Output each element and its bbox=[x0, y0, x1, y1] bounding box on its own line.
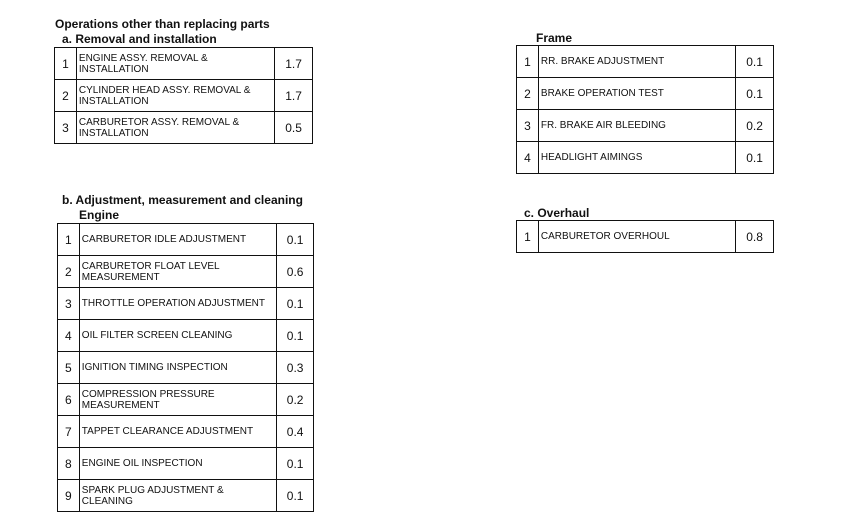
table-row bbox=[58, 320, 314, 352]
table-row bbox=[517, 46, 774, 78]
operation-value: 0.4 bbox=[277, 416, 314, 448]
engine-subtitle: Engine bbox=[79, 208, 120, 222]
table-row bbox=[58, 384, 314, 416]
row-number: 1 bbox=[55, 48, 77, 80]
operation-description: OIL FILTER SCREEN CLEANING bbox=[79, 320, 276, 352]
row-number: 5 bbox=[58, 352, 80, 384]
table-row bbox=[58, 288, 314, 320]
table-row bbox=[58, 224, 314, 256]
page-title: Operations other than replacing parts bbox=[55, 17, 270, 31]
operation-value: 0.1 bbox=[277, 480, 314, 512]
operation-value: 0.1 bbox=[736, 142, 774, 174]
operation-value: 0.2 bbox=[277, 384, 314, 416]
operation-value: 1.7 bbox=[275, 80, 313, 112]
frame-subtitle: Frame bbox=[536, 31, 573, 45]
operation-value: 1.7 bbox=[275, 48, 313, 80]
row-number: 4 bbox=[517, 142, 539, 174]
operation-description: CYLINDER HEAD ASSY. REMOVAL & INSTALLATION bbox=[76, 80, 274, 112]
table-row bbox=[55, 112, 313, 144]
engine-adjustment-table bbox=[57, 223, 314, 512]
table-row bbox=[55, 80, 313, 112]
operation-description: ENGINE OIL INSPECTION bbox=[79, 448, 276, 480]
table-row bbox=[55, 48, 313, 80]
removal-installation-table bbox=[54, 47, 313, 144]
operation-value: 0.1 bbox=[277, 288, 314, 320]
row-number: 3 bbox=[55, 112, 77, 144]
overhaul-table bbox=[516, 220, 774, 253]
row-number: 4 bbox=[58, 320, 80, 352]
operation-value: 0.5 bbox=[275, 112, 313, 144]
operation-description: THROTTLE OPERATION ADJUSTMENT bbox=[79, 288, 276, 320]
operation-value: 0.1 bbox=[736, 78, 774, 110]
operation-value: 0.1 bbox=[277, 448, 314, 480]
operation-description: CARBURETOR ASSY. REMOVAL & INSTALLATION bbox=[76, 112, 274, 144]
row-number: 1 bbox=[517, 46, 539, 78]
operation-description: ENGINE ASSY. REMOVAL & INSTALLATION bbox=[76, 48, 274, 80]
operation-value: 0.1 bbox=[277, 320, 314, 352]
row-number: 1 bbox=[58, 224, 80, 256]
row-number: 3 bbox=[58, 288, 80, 320]
operation-description: BRAKE OPERATION TEST bbox=[538, 78, 735, 110]
operation-description: CARBURETOR OVERHOUL bbox=[538, 221, 735, 253]
operation-description: CARBURETOR IDLE ADJUSTMENT bbox=[79, 224, 276, 256]
operation-description: RR. BRAKE ADJUSTMENT bbox=[538, 46, 735, 78]
operation-value: 0.6 bbox=[277, 256, 314, 288]
row-number: 2 bbox=[55, 80, 77, 112]
operation-description: CARBURETOR FLOAT LEVEL MEASUREMENT bbox=[79, 256, 276, 288]
operation-description: SPARK PLUG ADJUSTMENT & CLEANING bbox=[79, 480, 276, 512]
row-number: 2 bbox=[517, 78, 539, 110]
row-number: 6 bbox=[58, 384, 80, 416]
table-row bbox=[517, 110, 774, 142]
row-number: 7 bbox=[58, 416, 80, 448]
table-row bbox=[58, 480, 314, 512]
row-number: 1 bbox=[517, 221, 539, 253]
table-row bbox=[58, 416, 314, 448]
operation-description: FR. BRAKE AIR BLEEDING bbox=[538, 110, 735, 142]
operation-description: TAPPET CLEARANCE ADJUSTMENT bbox=[79, 416, 276, 448]
operation-value: 0.1 bbox=[277, 224, 314, 256]
operation-value: 0.1 bbox=[736, 46, 774, 78]
table-row bbox=[517, 142, 774, 174]
section-b-title: b. Adjustment, measurement and cleaning bbox=[62, 193, 303, 207]
table-row bbox=[58, 352, 314, 384]
row-number: 9 bbox=[58, 480, 80, 512]
table-row bbox=[58, 256, 314, 288]
frame-adjustment-table bbox=[516, 45, 774, 174]
section-c-title: c. Overhaul bbox=[524, 206, 590, 220]
row-number: 3 bbox=[517, 110, 539, 142]
row-number: 8 bbox=[58, 448, 80, 480]
operation-description: HEADLIGHT AIMINGS bbox=[538, 142, 735, 174]
operation-value: 0.8 bbox=[736, 221, 774, 253]
table-row bbox=[517, 221, 774, 253]
operation-value: 0.2 bbox=[736, 110, 774, 142]
operation-value: 0.3 bbox=[277, 352, 314, 384]
operation-description: IGNITION TIMING INSPECTION bbox=[79, 352, 276, 384]
row-number: 2 bbox=[58, 256, 80, 288]
section-a-title: a. Removal and installation bbox=[62, 32, 217, 46]
table-row bbox=[58, 448, 314, 480]
table-row bbox=[517, 78, 774, 110]
operation-description: COMPRESSION PRESSURE MEASUREMENT bbox=[79, 384, 276, 416]
